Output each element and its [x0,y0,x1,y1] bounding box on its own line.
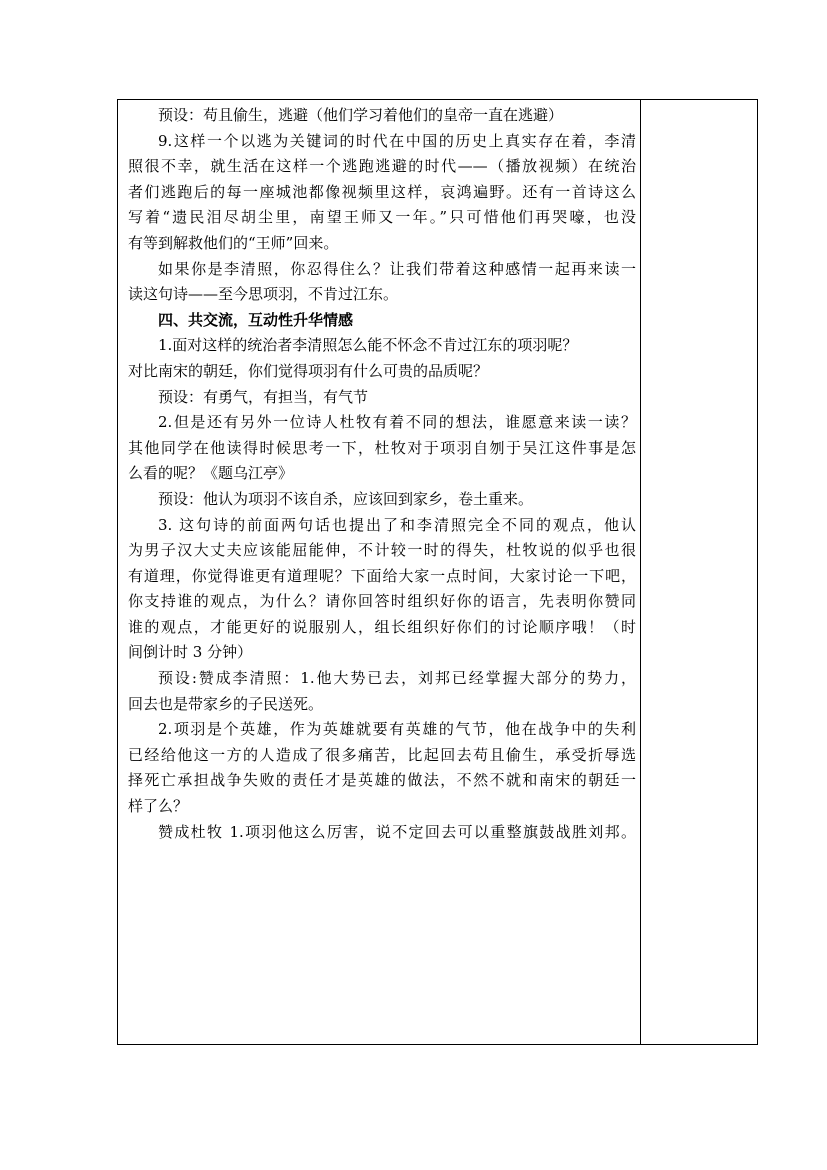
text-line: 如果你是李清照，你忍得住么？让我们带着这种感情一起再来读一 [158,259,636,278]
text-line: 赞成杜牧 1.项羽他这么厉害，说不定回去可以重整旗鼓战胜刘邦。 [158,822,636,841]
text-line: 你支持谁的观点，为什么？请你回答时组织好你的语言，先表明你赞同 [128,592,636,611]
notes-cell [641,100,757,1044]
text-line: 间倒计时 3 分钟） [128,643,253,662]
text-line: 择死亡承担战争失败的责任才是英雄的做法，不然不就和南宋的朝廷一 [128,771,636,790]
section-heading: 四、共交流，互动性升华情感 [158,310,354,329]
lesson-content-cell [118,100,641,1044]
text-line: 预设：有勇气，有担当，有气节 [158,387,369,406]
text-line: 已经给他这一方的人造成了很多痛苦，比起回去苟且偷生，承受折辱选 [128,745,636,764]
text-line: 照很不幸，就生活在这样一个逃跑逃避的时代——（播放视频）在统治 [128,157,636,176]
text-line: 么看的呢？《题乌江亭》 [128,464,294,483]
text-line: 谁的观点，才能更好的说服别人，组长组织好你们的讨论顺序哦！（时 [128,617,636,636]
text-line: 为男子汉大丈夫应该能屈能伸，不计较一时的得失，杜牧说的似乎也很 [128,541,636,560]
text-line: 对比南宋的朝廷，你们觉得项羽有什么可贵的品质呢？ [128,361,489,380]
text-line: 写着“遗民泪尽胡尘里，南望王师又一年。”只可惜他们再哭嚎，也没 [128,208,636,227]
text-line: 9.这样一个以逃为关键词的时代在中国的历史上真实存在着，李清 [158,131,636,150]
text-line: 样了么？ [128,797,189,816]
text-line: 1.面对这样的统治者李清照怎么能不怀念不肯过江东的项羽呢？ [158,336,578,355]
text-line: 者们逃跑后的每一座城池都像视频里这样，哀鸿遍野。还有一首诗这么 [128,182,636,201]
text-line: 有等到解救他们的“王师”回来。 [128,233,339,252]
text-line: 预设:赞成李清照：1.他大势已去，刘邦已经掌握大部分的势力， [158,669,636,688]
text-line: 2.项羽是个英雄，作为英雄就要有英雄的气节，他在战争中的失利 [158,720,636,739]
text-line: 2.但是还有另外一位诗人杜牧有着不同的想法，谁愿意来读一读？ [158,413,636,432]
lesson-plan-table [117,99,758,1045]
text-line: 读这句诗——至今思项羽，不肯过江东。 [128,285,399,304]
text-line: 3. 这句诗的前面两句话也提出了和李清照完全不同的观点，他认 [158,515,636,534]
text-line: 有道理，你觉得谁更有道理呢？下面给大家一点时间，大家讨论一下吧， [128,566,636,585]
text-line: 其他同学在他读得时候思考一下，杜牧对于项羽自刎于吴江这件事是怎 [128,438,636,457]
text-line: 预设：苟且偷生，逃避（他们学习着他们的皇帝一直在逃避） [158,106,564,124]
text-line: 预设：他认为项羽不该自杀，应该回到家乡，卷土重来。 [158,489,534,508]
text-line: 回去也是带家乡的子民送死。 [128,694,324,713]
